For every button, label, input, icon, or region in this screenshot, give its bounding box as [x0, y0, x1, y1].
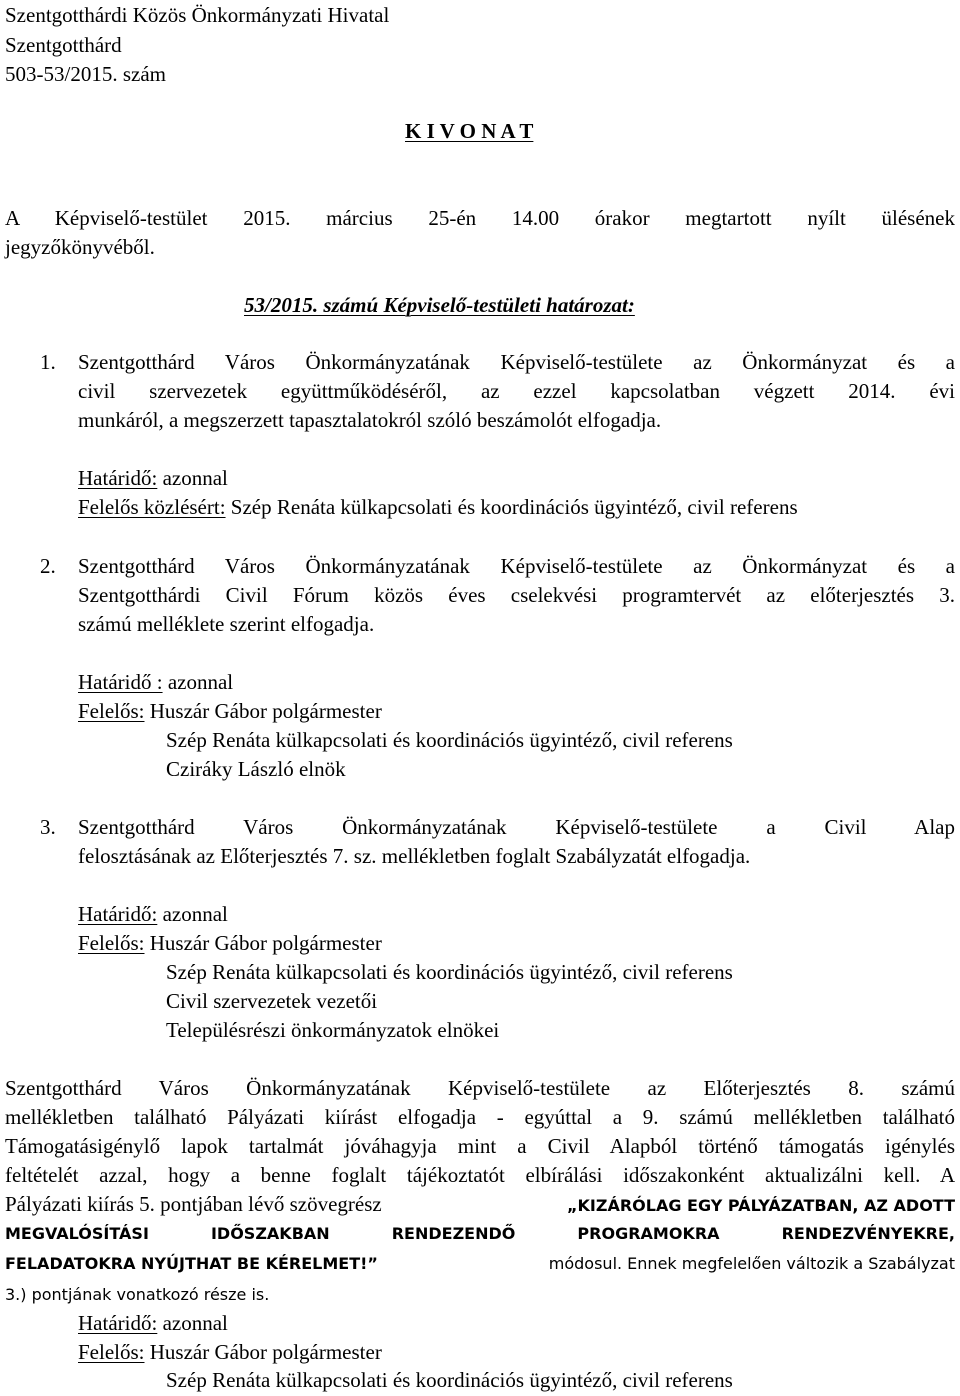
- item-3-number: 3.: [40, 815, 56, 839]
- deadline-label: Határidő:: [78, 902, 158, 926]
- responsible-label: Felelős:: [78, 699, 145, 723]
- item-2-line-1: Szentgotthárd Város Önkormányzatának Képviselő-testülete az Önkormányzat és a: [78, 554, 955, 578]
- final-line-6: MEGVALÓSÍTÁSI IDŐSZAKBAN RENDEZENDŐ PROGRAMOKRA RENDEZVÉNYEKRE,: [5, 1224, 955, 1243]
- final-line-7: [5, 1256, 955, 1272]
- item-3-line-1: Szentgotthárd Város Önkormányzatának Képviselő-testülete a Civil Alap: [78, 815, 955, 839]
- final-line-3: Támogatásigénylő lapok tartalmát jóváhagyja mint a Civil Alapból történő támogatás igénylés: [5, 1134, 955, 1158]
- deadline-label: Határidő :: [78, 670, 163, 694]
- item-3-responsible: [78, 933, 382, 954]
- item-1-number: 1.: [40, 350, 56, 374]
- final-line-5-bold: „KIZÁRÓLAG EGY PÁLYÁZATBAN, AZ ADOTT: [567, 1196, 955, 1215]
- item-2-number: 2.: [40, 554, 56, 578]
- responsible-value: Huszár Gábor polgármester: [144, 1340, 382, 1364]
- item-2-deadline: [78, 672, 233, 693]
- intro-line-2: jegyzőkönyvéből.: [5, 235, 155, 259]
- item-1-responsible: [78, 497, 798, 518]
- responsible-value: Huszár Gábor polgármester: [144, 931, 382, 955]
- responsible-label: Felelős közlésért:: [78, 495, 226, 519]
- item-2-responsible: [78, 701, 382, 722]
- deadline-label: Határidő:: [78, 466, 158, 490]
- item-2-responsible-extra-1: Szép Renáta külkapcsolati és koordinációs ügyintéző, civil referens: [166, 728, 733, 752]
- resolution-heading: 53/2015. számú Képviselő-testületi határozat:: [244, 293, 635, 317]
- item-3-responsible-extra-1: Szép Renáta külkapcsolati és koordinációs ügyintéző, civil referens: [166, 960, 733, 984]
- deadline-value: azonnal: [157, 466, 228, 490]
- responsible-value: Huszár Gábor polgármester: [144, 699, 382, 723]
- final-line-5-prefix: Pályázati kiírás 5. pontjában lévő szövegrész: [5, 1192, 382, 1216]
- deadline-value: azonnal: [162, 670, 234, 694]
- responsible-label: Felelős:: [78, 1340, 145, 1364]
- deadline-label: Határidő:: [78, 1311, 158, 1335]
- item-2-responsible-extra-2: Cziráky László elnök: [166, 757, 346, 781]
- item-3-responsible-extra-3: Településrészi önkormányzatok elnökei: [166, 1018, 500, 1042]
- deadline-value: azonnal: [157, 1311, 228, 1335]
- item-1-deadline: [78, 468, 228, 489]
- item-1-line-1: Szentgotthárd Város Önkormányzatának Képviselő-testülete az Önkormányzat és a: [78, 350, 955, 374]
- item-2-line-2: Szentgotthárdi Civil Fórum közös éves cselekvési programtervét az előterjesztés 3.: [78, 583, 955, 607]
- final-line-2: mellékletben található Pályázati kiírást elfogadja - egyúttal a 9. számú mellékletben található: [5, 1105, 955, 1129]
- item-3-responsible-extra-2: Civil szervezetek vezetői: [166, 989, 378, 1013]
- final-line-5: [5, 1194, 955, 1215]
- town-name: Szentgotthárd: [5, 33, 122, 57]
- document-title: K I V O N A T: [405, 119, 534, 143]
- final-responsible-extra-1: Szép Renáta külkapcsolati és koordinációs ügyintéző, civil referens: [166, 1368, 733, 1392]
- final-deadline: [78, 1313, 228, 1334]
- final-line-4: feltételét azzal, hogy a benne foglalt tájékoztatót elbírálási időszakonként aktualizálni kell. A: [5, 1163, 955, 1187]
- office-name: Szentgotthárdi Közös Önkormányzati Hivatal: [5, 3, 390, 27]
- item-2-line-3: számú melléklete szerint elfogadja.: [78, 612, 375, 636]
- responsible-label: Felelős:: [78, 931, 145, 955]
- final-line-1: Szentgotthárd Város Önkormányzatának Képviselő-testülete az Előterjesztés 8. számú: [5, 1076, 955, 1100]
- document-number: 503-53/2015. szám: [5, 62, 166, 86]
- final-responsible: [78, 1342, 382, 1363]
- final-line-7-bold: FELADATOKRA NYÚJTHAT BE KÉRELMET!”: [5, 1254, 378, 1273]
- item-3-deadline: [78, 904, 228, 925]
- item-1-line-2: civil szervezetek együttműködéséről, az ezzel kapcsolatban végzett 2014. évi: [78, 379, 955, 403]
- item-3-line-2: felosztásának az Előterjesztés 7. sz. mellékletben foglalt Szabályzatát elfogadja.: [78, 844, 751, 868]
- responsible-value: Szép Renáta külkapcsolati és koordinációs ügyintéző, civil referens: [225, 495, 798, 519]
- deadline-value: azonnal: [157, 902, 228, 926]
- final-line-8: 3.) pontjának vonatkozó része is.: [5, 1285, 270, 1304]
- item-1-line-3: munkáról, a megszerzett tapasztalatokról szóló beszámolót elfogadja.: [78, 408, 662, 432]
- final-line-7-rest: módosul. Ennek megfelelően változik a Szabályzat: [548, 1254, 955, 1273]
- intro-line-1: A Képviselő-testület 2015. március 25-én 14.00 órakor megtartott nyílt ülésének: [5, 206, 955, 230]
